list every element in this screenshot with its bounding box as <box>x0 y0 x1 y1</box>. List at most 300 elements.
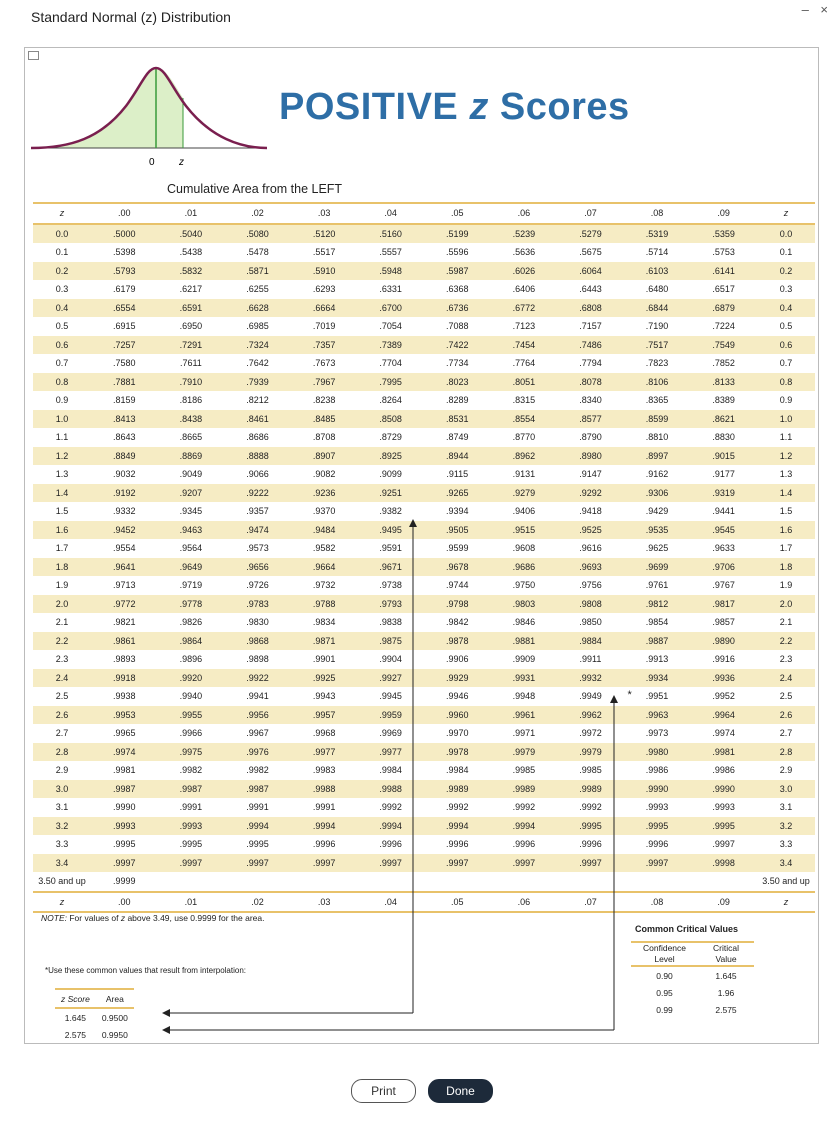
area-cell <box>291 872 358 892</box>
area-cell: .9969 <box>379 728 402 739</box>
area-cell: .8159 <box>113 395 136 406</box>
area-cell: .8944 <box>424 447 491 466</box>
area-cell: .9838 <box>379 617 402 628</box>
area-cell: .9938 <box>113 691 136 702</box>
area-cell: .6331 <box>379 284 402 295</box>
area-cell: .9706 <box>690 558 757 577</box>
column-header: .08 <box>624 203 691 224</box>
area-cell: .9545 <box>690 521 757 540</box>
area-cell: .8438 <box>158 410 225 429</box>
area-cell: .9772 <box>91 595 158 614</box>
critical-values-row <box>631 966 754 984</box>
row-z-value-right: 3.4 <box>757 854 815 873</box>
row-z-value-right: 2.7 <box>779 728 793 739</box>
area-cell: .6664 <box>291 299 358 318</box>
area-cell: .7852 <box>712 358 735 369</box>
area-cell: .9995 <box>179 839 203 850</box>
area-cell: .6368 <box>446 284 469 295</box>
area-cell: .9952 <box>712 691 735 702</box>
area-cell: .9974 <box>712 728 735 739</box>
row-z-value-right: 2.6 <box>757 706 815 725</box>
area-cell: .9934 <box>624 669 691 688</box>
area-cell: .9992 <box>579 802 602 813</box>
area-cell: .9099 <box>379 469 402 480</box>
column-header: .05 <box>424 203 491 224</box>
area-cell: .9970 <box>446 728 469 739</box>
row-z-value-right: 0.5 <box>779 321 793 332</box>
area-cell: .9591 <box>379 543 402 554</box>
area-cell: .6844 <box>624 299 691 318</box>
row-z-value: 2.9 <box>55 765 69 776</box>
area-cell: .9901 <box>312 654 336 665</box>
area-cell: .9995 <box>624 817 691 836</box>
area-cell: .8186 <box>179 395 203 406</box>
curve-label-z: z <box>179 157 184 168</box>
row-z-value-right: 1.4 <box>757 484 815 503</box>
area-cell: .8238 <box>312 395 336 406</box>
row-z-value-right: 0.2 <box>757 262 815 281</box>
row-z-value: 3.0 <box>33 780 91 799</box>
area-cell: .5753 <box>712 247 735 258</box>
area-cell: .9319 <box>690 484 757 503</box>
area-cell: .9767 <box>712 580 735 591</box>
area-cell: .9066 <box>246 469 269 480</box>
area-cell: .9911 <box>579 654 602 665</box>
area-cell: .9986 <box>712 765 735 776</box>
area-cell <box>158 872 225 892</box>
area-cell: .9599 <box>446 543 469 554</box>
row-z-value-right: 2.4 <box>757 669 815 688</box>
area-cell: .9973 <box>645 728 669 739</box>
area-cell: .9993 <box>158 817 225 836</box>
area-cell: .9996 <box>579 839 602 850</box>
area-cell: .9633 <box>712 543 735 554</box>
row-z-value: 2.3 <box>55 654 69 665</box>
area-cell: .9793 <box>357 595 424 614</box>
area-cell: .9608 <box>512 543 536 554</box>
area-cell: .9884 <box>557 632 624 651</box>
row-z-value-right: 0.1 <box>779 247 793 258</box>
area-cell: .6064 <box>557 262 624 281</box>
area-cell: .9996 <box>312 839 336 850</box>
area-cell: .9162 <box>645 469 669 480</box>
row-z-value: 0.0 <box>33 224 91 244</box>
critical-values-title: Common Critical Values <box>635 924 739 934</box>
column-header: .06 <box>491 203 558 224</box>
area-cell: .7704 <box>379 358 402 369</box>
area-cell: .9115 <box>446 469 469 480</box>
row-z-value: 3.50 and up <box>38 876 86 887</box>
area-cell: .9656 <box>224 558 291 577</box>
area-cell: .7019 <box>312 321 336 332</box>
table-row <box>33 854 815 873</box>
table-row <box>33 613 815 632</box>
area-cell: .8729 <box>379 432 402 443</box>
area-cell: .9979 <box>557 743 624 762</box>
area-cell: .9306 <box>624 484 691 503</box>
area-cell: .5239 <box>491 224 558 244</box>
area-cell: .9996 <box>446 839 469 850</box>
area-cell: .9982 <box>179 765 203 776</box>
area-cell: .6879 <box>690 299 757 318</box>
area-cell: .6026 <box>491 262 558 281</box>
area-cell: .8665 <box>179 432 203 443</box>
area-cell: .8264 <box>379 395 402 406</box>
row-z-value-right: 1.7 <box>779 543 793 554</box>
table-row <box>33 410 815 429</box>
row-z-value-right: 1.6 <box>757 521 815 540</box>
row-z-value: 1.8 <box>33 558 91 577</box>
table-panel <box>24 47 819 1044</box>
area-cell: .7673 <box>312 358 336 369</box>
row-z-value-right: 2.1 <box>779 617 793 628</box>
row-z-value-right: 1.0 <box>757 410 815 429</box>
area-cell: .8340 <box>579 395 602 406</box>
column-footer: .01 <box>158 892 225 913</box>
area-cell: .9834 <box>312 617 336 628</box>
column-footer: .06 <box>491 892 558 913</box>
z-table <box>33 202 815 913</box>
area-cell: .6141 <box>690 262 757 281</box>
area-cell: .9525 <box>557 521 624 540</box>
area-cell: .9975 <box>158 743 225 762</box>
column-header: .00 <box>91 203 158 224</box>
area-cell: .9991 <box>179 802 203 813</box>
area-cell: .9871 <box>291 632 358 651</box>
row-z-value-right: 2.8 <box>757 743 815 762</box>
area-cell: .9987 <box>224 780 291 799</box>
area-cell: .9956 <box>224 706 291 725</box>
area-cell <box>690 872 757 892</box>
area-cell: .5832 <box>158 262 225 281</box>
area-cell: .9505 <box>424 521 491 540</box>
area-cell: .9429 <box>645 506 669 517</box>
area-cell: .8078 <box>557 373 624 392</box>
ccv-confidence: 0.95 <box>656 987 673 998</box>
row-z-value: 2.7 <box>55 728 69 739</box>
area-cell: .9916 <box>712 654 735 665</box>
interpolation-table <box>55 988 134 1043</box>
row-z-value: 3.2 <box>33 817 91 836</box>
area-cell: .9931 <box>491 669 558 688</box>
area-cell: .9963 <box>624 706 691 725</box>
area-cell: .8485 <box>291 410 358 429</box>
area-cell: .7157 <box>579 321 602 332</box>
curve-label-zero: 0 <box>149 157 155 168</box>
area-cell: .9394 <box>446 506 469 517</box>
area-cell: .9997 <box>224 854 291 873</box>
window-controls[interactable]: – × <box>801 2 832 17</box>
area-cell: .9997 <box>712 839 735 850</box>
area-cell: .9881 <box>491 632 558 651</box>
area-cell: .7881 <box>91 373 158 392</box>
area-cell: .8621 <box>690 410 757 429</box>
area-cell: .5596 <box>446 247 469 258</box>
done-button[interactable]: Done <box>428 1079 493 1103</box>
critical-values-header <box>631 942 754 966</box>
interp-header-z: z Score <box>55 989 96 1008</box>
column-footer: .03 <box>291 892 358 913</box>
area-cell: .7967 <box>291 373 358 392</box>
table-row <box>33 484 815 503</box>
row-z-value: 2.2 <box>33 632 91 651</box>
area-cell: .6293 <box>312 284 336 295</box>
row-z-value: 2.4 <box>33 669 91 688</box>
area-cell: .9945 <box>379 691 402 702</box>
area-cell: .8686 <box>246 432 269 443</box>
area-cell: .9997 <box>357 854 424 873</box>
area-cell: .5120 <box>291 224 358 244</box>
area-cell: .6217 <box>179 284 203 295</box>
area-cell: .9251 <box>357 484 424 503</box>
area-cell <box>624 872 691 892</box>
area-cell: .9998 <box>690 854 757 873</box>
row-z-value: 0.7 <box>55 358 69 369</box>
area-cell: .9850 <box>579 617 602 628</box>
area-cell: .9982 <box>246 765 269 776</box>
area-cell: .9987 <box>91 780 158 799</box>
area-cell: .8770 <box>512 432 536 443</box>
area-cell: .9664 <box>291 558 358 577</box>
ccv-confidence: 0.90 <box>656 970 673 981</box>
area-cell: .8389 <box>712 395 735 406</box>
z-column-footer: z <box>33 892 91 913</box>
area-cell: .9983 <box>312 765 336 776</box>
area-cell: .6443 <box>579 284 602 295</box>
table-row <box>33 650 815 669</box>
row-z-value-right: 0.8 <box>757 373 815 392</box>
area-cell: .9985 <box>512 765 536 776</box>
interpolation-row <box>55 1008 134 1026</box>
table-row <box>33 872 815 892</box>
area-cell: .7054 <box>379 321 402 332</box>
table-row <box>33 521 815 540</box>
row-z-value: 2.1 <box>55 617 69 628</box>
area-cell: .5557 <box>379 247 402 258</box>
area-cell: .9812 <box>624 595 691 614</box>
row-z-value-right: 0.0 <box>757 224 815 244</box>
interpolation-row <box>55 1026 134 1043</box>
area-cell: .9857 <box>712 617 735 628</box>
area-cell: .9994 <box>291 817 358 836</box>
area-cell: .9744 <box>446 580 469 591</box>
row-z-value: 0.3 <box>55 284 69 295</box>
area-cell: .9719 <box>179 580 203 591</box>
row-z-value-right: 1.2 <box>757 447 815 466</box>
z-column-header-right: z <box>757 203 815 224</box>
area-cell: .9207 <box>158 484 225 503</box>
area-cell: .9936 <box>690 669 757 688</box>
area-cell: .9798 <box>424 595 491 614</box>
area-cell: .9406 <box>512 506 536 517</box>
area-cell: .9732 <box>312 580 336 591</box>
area-cell: .6915 <box>113 321 136 332</box>
area-cell: .5000 <box>91 224 158 244</box>
area-cell: .9984 <box>379 765 402 776</box>
table-row <box>33 465 815 484</box>
area-cell: .9582 <box>312 543 336 554</box>
area-cell: .8051 <box>491 373 558 392</box>
area-cell: .9875 <box>357 632 424 651</box>
area-cell: .6591 <box>158 299 225 318</box>
row-z-value: 3.3 <box>55 839 69 850</box>
table-row <box>33 428 815 447</box>
area-cell: .9976 <box>224 743 291 762</box>
area-cell: .9955 <box>158 706 225 725</box>
area-cell: .8962 <box>491 447 558 466</box>
area-cell: .9986 <box>645 765 669 776</box>
area-cell: .9997 <box>624 854 691 873</box>
row-z-value: 1.7 <box>55 543 69 554</box>
area-cell: .8508 <box>357 410 424 429</box>
area-cell: .9821 <box>113 617 136 628</box>
area-cell: .9997 <box>424 854 491 873</box>
area-cell: .9978 <box>424 743 491 762</box>
print-button[interactable]: Print <box>351 1079 416 1103</box>
area-cell: .7324 <box>224 336 291 355</box>
area-cell: .9222 <box>224 484 291 503</box>
table-row <box>33 336 815 355</box>
row-z-value-right: 0.7 <box>779 358 793 369</box>
page-title: POSITIVE z Scores <box>279 86 630 128</box>
area-cell: .9909 <box>512 654 536 665</box>
area-cell: .9292 <box>557 484 624 503</box>
row-z-value-right: 2.2 <box>757 632 815 651</box>
area-cell: .5040 <box>158 224 225 244</box>
area-cell: .9332 <box>113 506 136 517</box>
area-cell: .9418 <box>579 506 602 517</box>
table-row <box>33 595 815 614</box>
normal-curve-figure <box>31 56 281 171</box>
area-cell: .5160 <box>357 224 424 244</box>
column-header: .07 <box>557 203 624 224</box>
area-cell: .7611 <box>179 358 202 369</box>
row-z-value: 0.2 <box>33 262 91 281</box>
area-cell: .9946 <box>446 691 469 702</box>
area-cell: .9357 <box>246 506 269 517</box>
area-cell: .9778 <box>158 595 225 614</box>
row-z-value: 1.5 <box>55 506 69 517</box>
table-row <box>33 539 815 558</box>
area-cell: .9887 <box>624 632 691 651</box>
area-cell: .9985 <box>579 765 602 776</box>
area-cell: .9990 <box>690 780 757 799</box>
area-cell: .8554 <box>491 410 558 429</box>
row-z-value: 1.3 <box>55 469 69 480</box>
interpolation-header <box>55 989 134 1008</box>
area-cell: .8106 <box>624 373 691 392</box>
row-z-value-right: 2.9 <box>779 765 793 776</box>
area-cell: .8212 <box>246 395 269 406</box>
area-cell: .9463 <box>158 521 225 540</box>
area-cell: .9854 <box>645 617 669 628</box>
area-cell: .9671 <box>357 558 424 577</box>
area-cell: .9989 <box>557 780 624 799</box>
row-z-value: 2.6 <box>33 706 91 725</box>
area-cell: .9920 <box>158 669 225 688</box>
window-title: Standard Normal (z) Distribution <box>31 9 231 25</box>
area-cell: .9948 <box>512 691 536 702</box>
column-footer: .05 <box>424 892 491 913</box>
area-cell: .9988 <box>357 780 424 799</box>
column-footer: .09 <box>690 892 757 913</box>
area-cell: .9990 <box>113 802 136 813</box>
area-cell <box>557 872 624 892</box>
interp-z: 1.645 <box>64 1012 87 1023</box>
area-cell: .9236 <box>291 484 358 503</box>
area-cell: .7224 <box>712 321 735 332</box>
area-cell: .8461 <box>224 410 291 429</box>
row-z-value-right: 0.9 <box>779 395 793 406</box>
area-cell: .9515 <box>491 521 558 540</box>
area-cell: .9842 <box>446 617 469 628</box>
area-cell: .9878 <box>424 632 491 651</box>
column-footer: .04 <box>357 892 424 913</box>
row-z-value-right: 1.1 <box>779 432 793 443</box>
area-cell: .9991 <box>312 802 336 813</box>
area-cell: .9890 <box>690 632 757 651</box>
area-cell: .5636 <box>512 247 536 258</box>
area-cell: .9991 <box>246 802 269 813</box>
ccv-critical: 2.575 <box>715 1004 737 1015</box>
table-note: NOTE: For values of z above 3.49, use 0.9999 for the area. <box>41 913 265 923</box>
area-cell: .9738 <box>379 580 402 591</box>
row-z-value-right: 1.9 <box>779 580 793 591</box>
area-cell: .9927 <box>357 669 424 688</box>
area-cell: .9961 <box>491 706 558 725</box>
table-header-row <box>33 203 815 224</box>
area-cell: .9049 <box>179 469 203 480</box>
interpolation-note: *Use these common values that result from interpolation: <box>45 966 246 975</box>
area-cell: .7734 <box>446 358 469 369</box>
table-row <box>33 280 815 299</box>
area-cell: .9830 <box>246 617 269 628</box>
row-z-value: 0.5 <box>55 321 69 332</box>
row-z-value: 1.2 <box>33 447 91 466</box>
area-cell: .7939 <box>224 373 291 392</box>
row-z-value: 1.0 <box>33 410 91 429</box>
table-row <box>33 576 815 595</box>
area-cell: .9864 <box>158 632 225 651</box>
area-cell: .9993 <box>91 817 158 836</box>
area-cell: .9980 <box>624 743 691 762</box>
area-cell: .8888 <box>224 447 291 466</box>
row-z-value-right: 2.0 <box>757 595 815 614</box>
area-cell: .7422 <box>424 336 491 355</box>
table-row <box>33 224 815 244</box>
area-cell: .9997 <box>491 854 558 873</box>
area-cell: .9345 <box>179 506 203 517</box>
area-cell: .9535 <box>624 521 691 540</box>
area-cell: .6517 <box>712 284 735 295</box>
row-z-value: 0.4 <box>33 299 91 318</box>
area-cell: .9974 <box>91 743 158 762</box>
area-cell: .8849 <box>91 447 158 466</box>
area-cell: .8749 <box>446 432 469 443</box>
area-cell: .9967 <box>246 728 269 739</box>
table-row <box>33 780 815 799</box>
area-cell: .9996 <box>379 839 402 850</box>
area-cell: .9993 <box>712 802 735 813</box>
interp-header-area: Area <box>96 989 134 1008</box>
area-cell: .9783 <box>224 595 291 614</box>
area-cell: .9960 <box>424 706 491 725</box>
area-cell: .9925 <box>291 669 358 688</box>
table-row <box>33 706 815 725</box>
critical-values-row <box>631 984 754 1001</box>
area-cell: .9997 <box>158 854 225 873</box>
area-cell: .9906 <box>446 654 469 665</box>
